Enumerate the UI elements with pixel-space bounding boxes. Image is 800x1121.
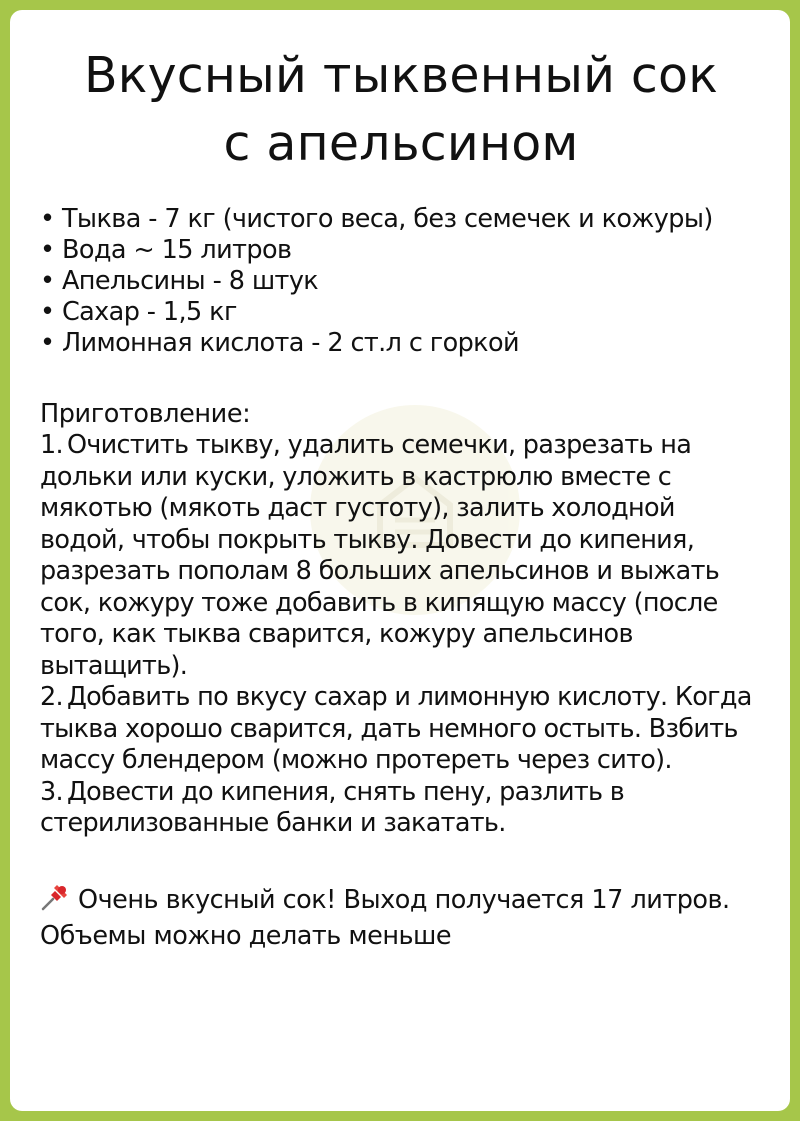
step-text: Добавить по вкусу сахар и лимонную кислоту. Когда тыква хорошо сварится, дать немного остыть. Взбить массу блендером (можно протереть через сито). (40, 682, 752, 775)
ingredient-item: • Лимонная кислота - 2 ст.л с горкой (40, 328, 762, 359)
ingredient-item: • Апельсины - 8 штук (40, 266, 762, 297)
step-number: 1. (40, 430, 63, 460)
ingredient-list (40, 204, 762, 359)
method-heading: Приготовление: (40, 399, 251, 429)
note-text: Очень вкусный сок! Выход получается 17 литров. Объемы можно делать меньше (40, 884, 730, 951)
ingredient-item: • Сахар - 1,5 кг (40, 297, 762, 328)
step-item (40, 430, 762, 682)
ingredient-item: • Вода ~ 15 литров (40, 235, 762, 266)
yield-note (40, 882, 762, 952)
step-text: Довести до кипения, снять пену, разлить в стерилизованные банки и закатать. (40, 776, 625, 838)
recipe-card (10, 10, 790, 1111)
ingredient-item: • Тыква - 7 кг (чистого веса, без семечек и кожуры) (40, 204, 762, 235)
step-item (40, 777, 762, 840)
step-number: 2. (40, 682, 63, 712)
step-text: Очистить тыкву, удалить семечки, разрезать на дольки или куски, уложить в кастрюлю вместе с мякотью (мякоть даст густоту), залить холодной водой, чтобы покрыть тыкву. Довести до кипения, разрезать пополам 8 больших апельсинов и выжать сок, кожуру тоже добавить в кипящую массу (после того, как тыква сварится, кожуру апельсинов вытащить). (40, 430, 720, 681)
title-line-1: Вкусный тыквенный сок (83, 47, 719, 104)
step-item (40, 682, 762, 777)
pushpin-icon (40, 882, 70, 920)
step-number: 3. (40, 776, 63, 807)
page-title (40, 42, 762, 178)
title-line-2: с апельсином (223, 115, 579, 172)
step-list (40, 430, 762, 840)
